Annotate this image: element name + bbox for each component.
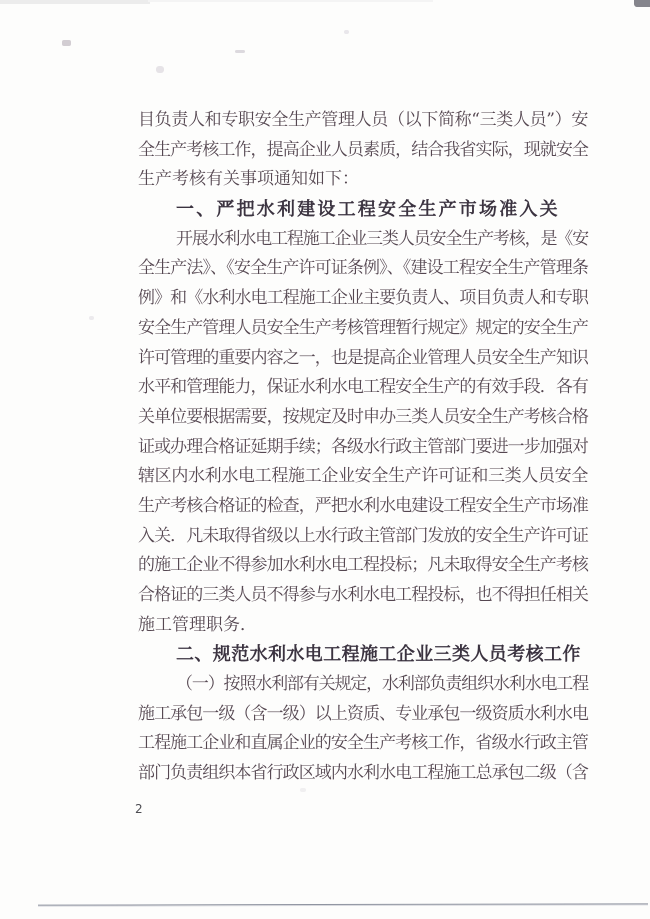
body-line: 许可管理的重要内容之一，也是提高企业管理人员安全生产知识 (138, 347, 588, 368)
body-line: 辖区内水利水电工程施工企业安全生产许可证和三类人员安全 (138, 466, 588, 487)
body-line: 水平和管理能力，保证水利水电工程安全生产的有效手段．各有 (138, 377, 588, 398)
body-line: 部门负责组织本省行政区域内水利水电工程施工总承包二级（含 (138, 763, 588, 784)
body-line: 安全生产管理人员安全生产考核管理暂行规定》规定的安全生产 (138, 317, 588, 338)
body-line: 开展水利水电工程施工企业三类人员安全生产考核，是《安 (176, 228, 588, 249)
body-line: 目负责人和专职安全生产管理人员（以下简称“三类人员”）安 (138, 110, 588, 130)
section-heading-2: 二、规范水利水电工程施工企业三类人员考核工作 (176, 644, 581, 666)
document-text (138, 106, 588, 789)
body-line: 施工承包一级（含一级）以上资质、专业承包一级资质水利水电 (138, 703, 588, 724)
body-line: 全生产法》、《安全生产许可证条例》、《建设工程安全生产管理条 (138, 258, 588, 279)
body-line: 例》和《水利水电工程施工企业主要负责人、项目负责人和专职 (138, 288, 588, 309)
page-number: 2 (135, 802, 143, 816)
page-footer-rule (38, 903, 648, 905)
section-heading-1: 一、严把水利建设工程安全生产市场准入关 (176, 199, 560, 221)
body-line: 全生产考核工作，提高企业人员素质，结合我省实际，现就安全 (138, 139, 588, 160)
scan-edge-band (0, 0, 150, 4)
body-line: 合格证的三类人员不得参与水利水电工程投标，也不得担任相关 (138, 585, 588, 605)
scan-speck (156, 66, 164, 73)
body-line: 关单位要根据需要，按规定及时申办三类人员安全生产考核合格 (138, 406, 588, 427)
body-line: 施工管理职务． (138, 614, 257, 635)
body-line: 工程施工企业和直属企业的安全生产考核工作，省级水行政主管 (138, 733, 588, 754)
body-line: 生产考核合格证的检查，严把水利水电建设工程安全生产市场准 (138, 495, 588, 516)
scan-speck (62, 40, 71, 46)
scan-corner-mark (634, 0, 650, 7)
body-line: 证或办理合格证延期手续；各级水行政主管部门要进一步加强对 (138, 436, 588, 457)
body-line: （一）按照水利部有关规定，水利部负责组织水利水电工程 (176, 674, 588, 695)
body-line: 的施工企业不得参加水利水电工程投标；凡未取得安全生产考核 (138, 555, 588, 576)
body-line: 入关．凡未取得省级以上水行政主管部门发放的安全生产许可证 (138, 525, 588, 546)
scan-speck (89, 316, 94, 320)
scan-speck (235, 50, 245, 53)
scan-edge-band (148, 0, 433, 2)
body-line: 生产考核有关事项通知如下： (138, 169, 359, 190)
scan-speck (344, 30, 349, 34)
